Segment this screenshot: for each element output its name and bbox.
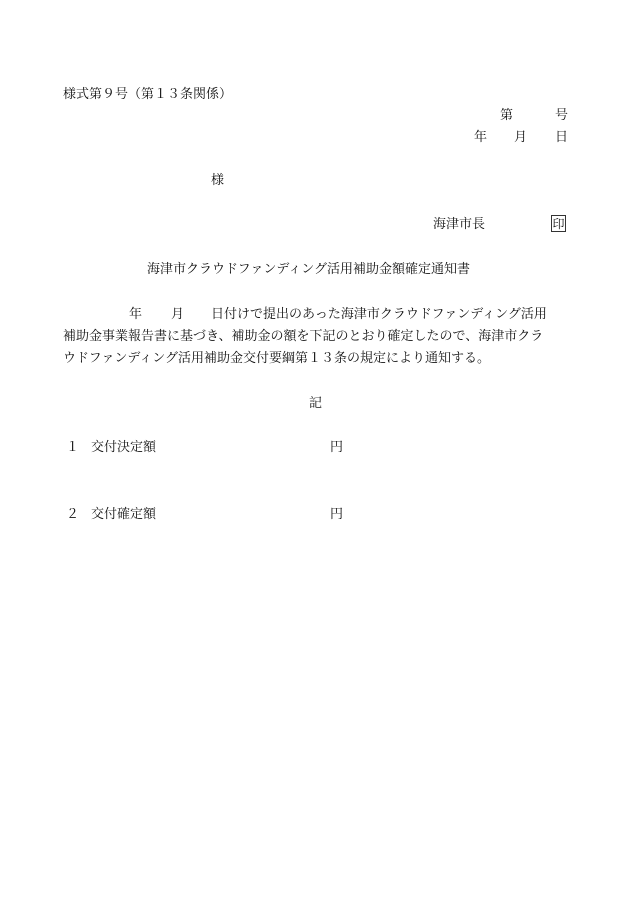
date-month: 月 — [514, 130, 528, 145]
body-month: 月 — [171, 307, 185, 322]
form-label: 様式第９号（第１３条関係） — [63, 87, 233, 102]
addressee-suffix: 様 — [211, 173, 225, 188]
body-line2: 補助金事業報告書に基づき、補助金の額を下記のとおり確定したので、海津市クラ — [63, 329, 544, 344]
body-line3: ウドファンディング活用補助金交付要綱第１３条の規定により通知する。 — [63, 351, 491, 366]
date-year: 年 — [474, 130, 488, 145]
doc-number-suffix: 号 — [555, 108, 569, 123]
item-number: ２ — [66, 507, 80, 522]
sender-name: 海津市長 — [433, 217, 486, 232]
document-title: 海津市クラウドファンディング活用補助金額確定通知書 — [147, 262, 471, 277]
ki-heading: 記 — [309, 396, 323, 411]
item-number: １ — [66, 440, 80, 455]
date-day: 日 — [555, 130, 569, 145]
body-year: 年 — [129, 307, 143, 322]
item-unit: 円 — [330, 440, 344, 455]
item-unit: 円 — [330, 507, 344, 522]
seal-mark: 印 — [552, 217, 565, 231]
body-line1: 日付けで提出のあった海津市クラウドファンディング活用 — [211, 307, 547, 322]
item-label: 交付決定額 — [91, 440, 157, 455]
doc-number-prefix: 第 — [500, 108, 514, 123]
item-label: 交付確定額 — [91, 507, 157, 522]
